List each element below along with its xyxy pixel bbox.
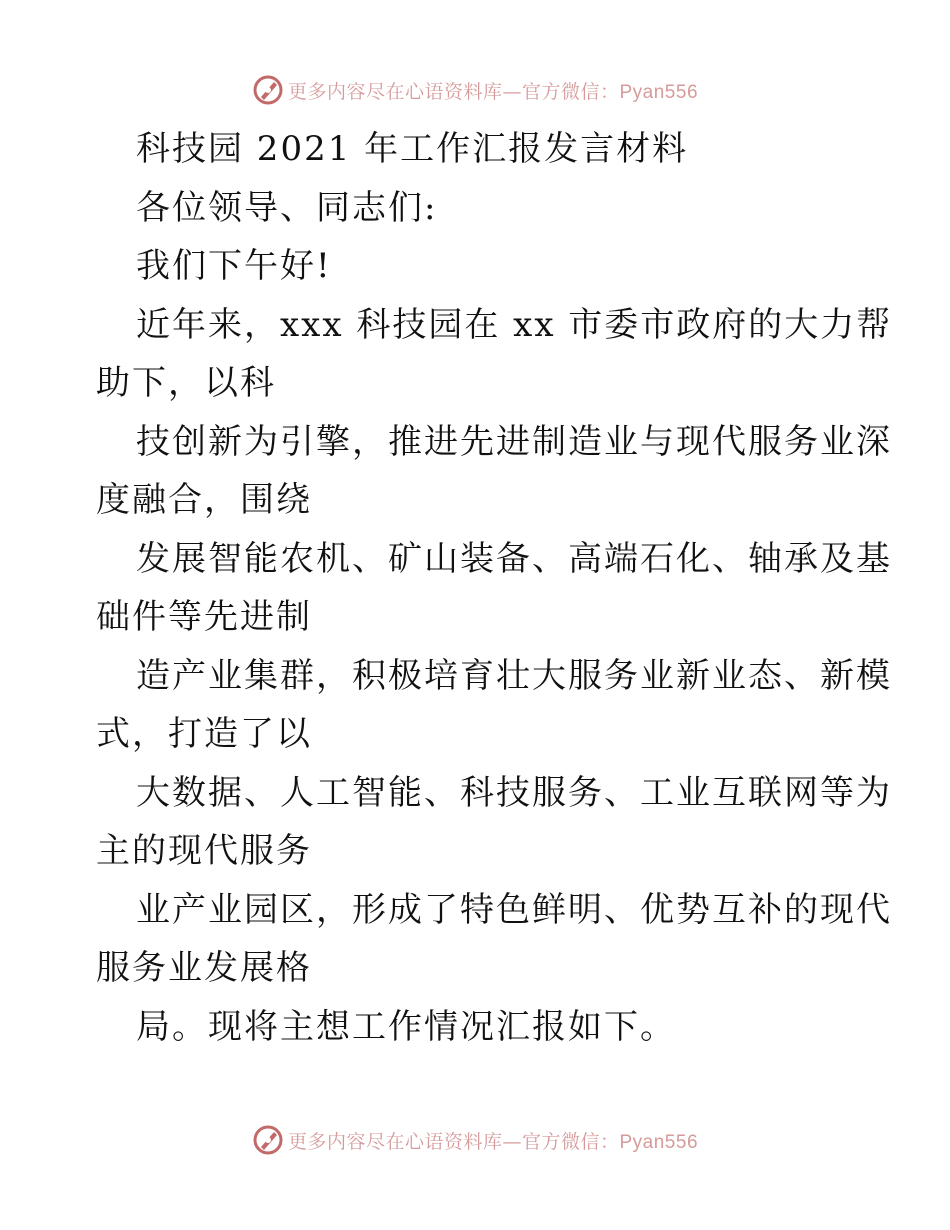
- paragraph-line: 大数据、人工智能、科技服务、工业互联网等为: [136, 772, 892, 813]
- watermark-footer: [0, 1120, 950, 1160]
- watermark-header: [0, 70, 950, 110]
- paragraph-line: 助下，以科: [96, 363, 276, 403]
- document-title: 科技园 2021 年工作汇报发言材料: [136, 129, 689, 169]
- paragraph-line: 发展智能农机、矿山装备、高端石化、轴承及基: [136, 538, 892, 579]
- paragraph-line: 度融合，围绕: [96, 480, 312, 520]
- paragraph-line: 造产业集群，积极培育壮大服务业新业态、新模: [136, 655, 892, 696]
- pen-seal-logo-icon: [252, 1124, 284, 1156]
- paragraph-line: 服务业发展格: [96, 948, 312, 988]
- watermark-text: 更多内容尽在心语资料库—官方微信：Pyan556: [287, 1130, 699, 1153]
- paragraph-line: 式，打造了以: [96, 714, 312, 754]
- salutation: 各位领导、同志们:: [136, 187, 438, 228]
- watermark-text: 更多内容尽在心语资料库—官方微信：Pyan556: [287, 80, 699, 103]
- paragraph-line: 础件等先进制: [96, 597, 312, 637]
- greeting: 我们下午好!: [136, 246, 332, 286]
- paragraph-line: 主的现代服务: [96, 831, 312, 871]
- paragraph-line: 局。现将主想工作情况汇报如下。: [136, 1006, 676, 1047]
- paragraph-line: 近年来，xxx 科技园在 xx 市委市政府的大力帮: [136, 304, 893, 345]
- paragraph-line: 业产业园区，形成了特色鲜明、优势互补的现代: [136, 889, 892, 930]
- pen-seal-logo-icon: [252, 74, 284, 106]
- document-body: [96, 120, 893, 1056]
- paragraph-line: 技创新为引擎，推进先进制造业与现代服务业深: [136, 421, 892, 462]
